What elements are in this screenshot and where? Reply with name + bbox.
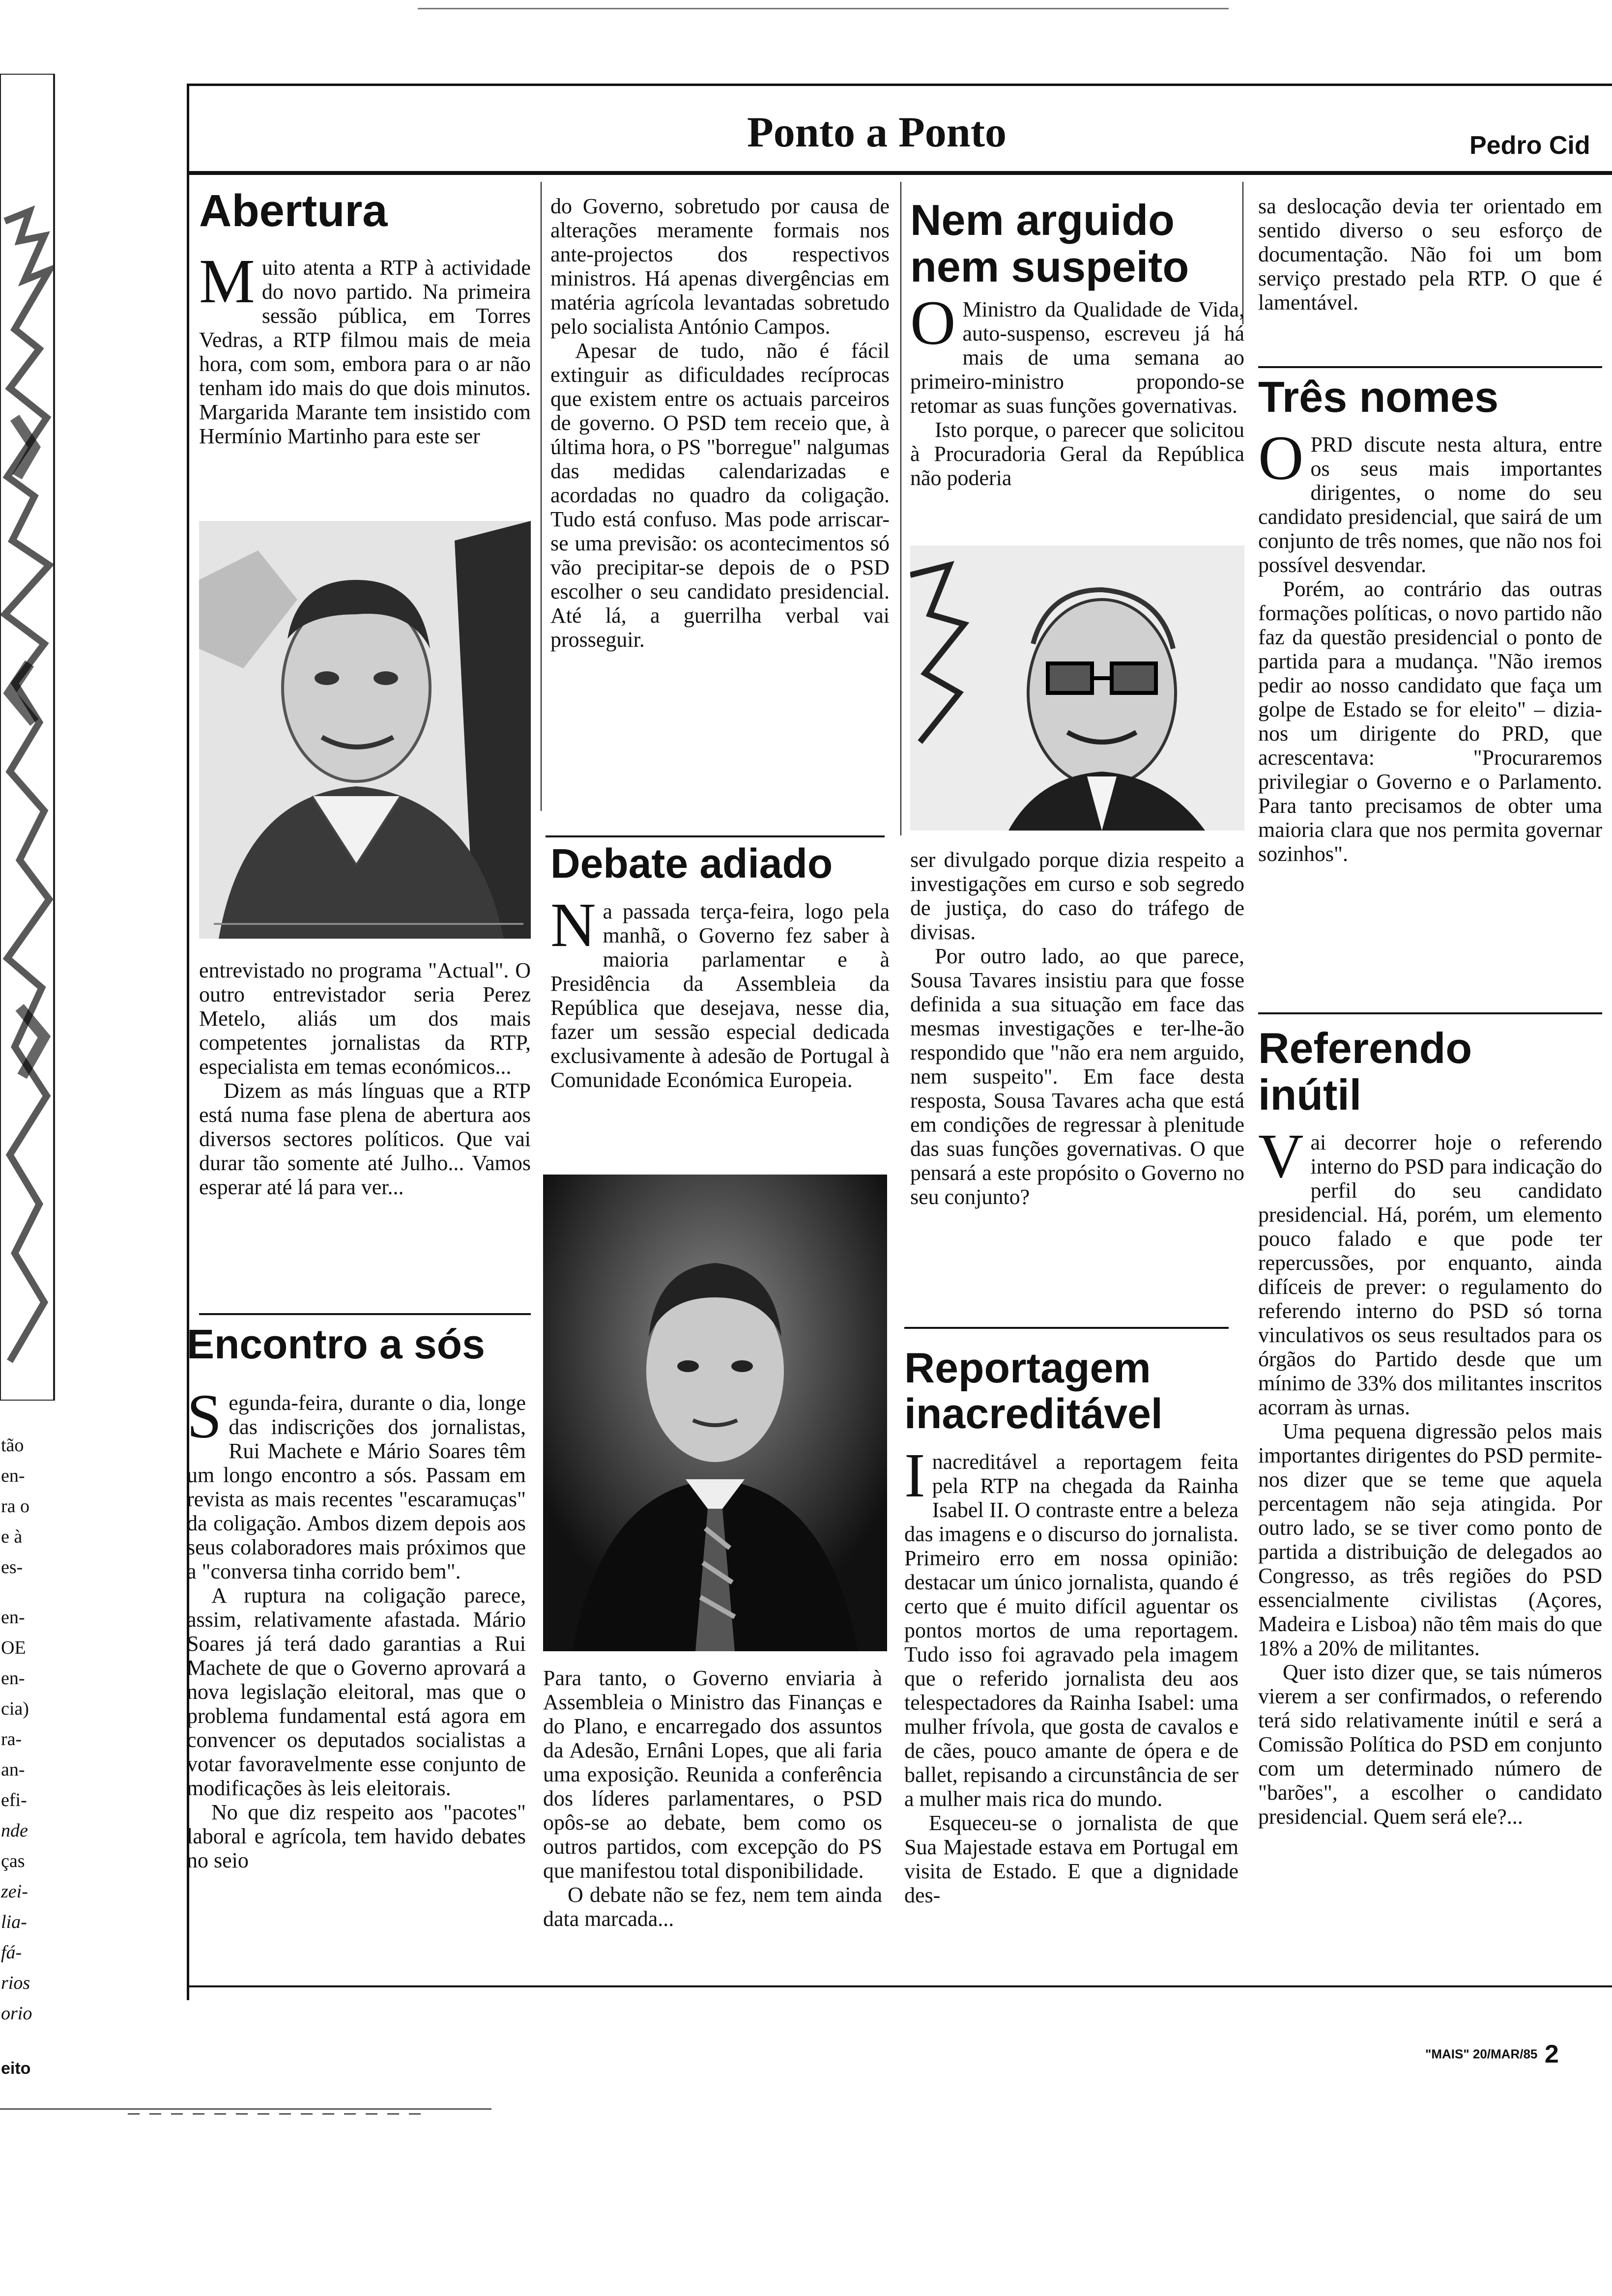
article-body-debate-2: Para tanto, o Governo enviaria à Assembleia o Ministro das Finanças e do Plano, e encarregado dos assuntos da Adesão, Ernâni Lopes, que ali faria uma exposição. Reunida a conferência dos líderes parlamentares, o PSD opôs-se ao debate, bem como os outros partidos, com excepção do PS que manifestou total disponibilidade. O debate não se fez, nem tem ainda data marcada...	[543, 1666, 882, 1931]
article-body-col2-continuation: do Governo, sobretudo por causa de alterações meramente formais nos ante-projectos dos respectivos ministros. Há apenas divergências em matéria agrícola levantadas sobretudo pelo socialista António Campos. Apesar de tudo, não é fácil extinguir as dificuldades recíprocas que existem entre os actuais parceiros de governo. O PSD tem receio que, à última hora, o PS "borregue" nalgumas das medidas calendarizadas e acordadas no quadro da coligação. Tudo está confuso. Mas pode arriscar-se uma previsão: os acontecimentos só vão precipitar-se depois de o PSD escolher o seu candidato presidencial. Até lá, a guerrilha verbal vai prosseguir.	[550, 194, 890, 652]
author-name: Pedro Cid	[1469, 131, 1590, 160]
separator-col3	[904, 1327, 1229, 1329]
header-rule	[187, 171, 1612, 175]
article-title-debate: Debate adiado	[550, 840, 833, 887]
bottom-scan-dashes	[128, 2113, 423, 2115]
photo-portrait-minister-finance	[543, 1175, 887, 1651]
article-title-reportagem: Reportagem inacreditável	[904, 1345, 1163, 1437]
article-body-debate-1: Na passada terça-feira, logo pela manhã, o Governo fez saber à maioria parlamentar e à Presidência da Assembleia da República que desejava, nesse dia, fazer um sessão especial dedicada exclusivamente à adesão de Portugal à Comunidade Económica Europeia.	[550, 890, 890, 1092]
article-title-tres-nomes: Três nomes	[1258, 373, 1499, 421]
dropcap: I	[904, 1440, 925, 1510]
separator-col4-a	[1258, 366, 1602, 368]
portrait-image	[199, 521, 531, 939]
article-body-arguido-2: ser divulgado porque dizia respeito a investigações em curso e sob segredo de justiça, do caso do tráfego de divisas. Por outro lado, ao que parece, Sousa Tavares insistiu para que fosse definida a sua situação em face das mesmas investigações e ter-lhe-ão respondido que "não era nem arguido, nem suspeito". Em face desta resposta, Sousa Tavares acha que está em condições de regressar à plenitude das suas funções governativas. O que pensará a este propósito o Governo no seu conjunto?	[910, 848, 1244, 1209]
strip-photo	[0, 74, 55, 1401]
bottom-scan-line	[0, 2108, 491, 2110]
article-title-abertura: Abertura	[199, 186, 388, 236]
section-title: Ponto a Ponto	[747, 109, 1007, 156]
page-footer	[1425, 2039, 1592, 2069]
separator-col1	[199, 1313, 531, 1315]
dropcap: O	[910, 288, 956, 358]
column-rule-2	[900, 182, 901, 835]
dropcap: S	[187, 1381, 222, 1451]
article-title-encontro: Encontro a sós	[187, 1321, 485, 1367]
article-body-col4-continuation: sa deslocação devia ter orientado em sentido diverso o seu esforço de documentação. Não foi um bom serviço prestado pela RTP. O que é lamentável.	[1258, 194, 1602, 315]
portrait-image	[543, 1175, 887, 1651]
photo-portrait-minister-quality-of-life	[910, 545, 1244, 831]
article-body-encontro: Segunda-feira, durante o dia, longe das indiscrições dos jornalistas, Rui Machete e Mário Soares têm um longo encontro a sós. Passam em revista as mais recentes "escaramuças" da coligação. Ambos dizem depois aos seus colaboradores mais próximos que a "conversa tinha corrido bem". A ruptura na coligação parece, assim, relativamente afastada. Mário Soares já terá dado garantias a Rui Machete de que o Governo aprovará a nova legislação eleitoral, mas que o problema fundamental está agora em convencer os deputados socialistas a votar favoravelmente esse conjunto de modificações às leis eleitorais. No que diz respeito aos "pacotes" laboral e agrícola, tem havido debates no seio	[187, 1381, 526, 1872]
article-title-referendo: Referendo inútil	[1258, 1024, 1472, 1119]
top-scan-line	[418, 8, 1229, 9]
article-title-arguido: Nem arguido nem suspeito	[910, 196, 1189, 291]
column-rule-1	[541, 182, 542, 811]
strip-text: tão en- ra o e à es- en- OE en- cia) ra- an- efi- nde ças zei- lia- fá- rios orio eito	[1, 1435, 32, 2078]
article-body-abertura-1: Muito atenta a RTP à actividade do novo partido. Na primeira sessão pública, em Torres Vedras, a RTP filmou mais de meia hora, com som, embora para o ar não tenham ido mais do que dois minutos. Margarida Marante tem insistido com Hermínio Martinho para este ser	[199, 246, 531, 448]
dropcap: N	[550, 890, 596, 960]
separator-col2	[546, 835, 885, 837]
separator-col4-b	[1258, 1012, 1602, 1014]
portrait-image	[910, 545, 1244, 831]
frame-top	[187, 84, 1612, 86]
article-body-abertura-2: entrevistado no programa "Actual". O outro entrevistador seria Perez Metelo, aliás um dos mais competentes jornalistas da RTP, especialista em temas económicos... Dizem as más línguas que a RTP está numa fase plena de abertura aos diversos sectores políticos. Que vai durar tão somente até Julho... Vamos esperar até lá para ver...	[199, 958, 531, 1199]
footer-label: "MAIS" 20/MAR/85	[1425, 2046, 1538, 2062]
photo-portrait-journalist	[199, 521, 531, 939]
article-body-arguido-1: O Ministro da Qualidade de Vida, auto-suspenso, escreveu já há mais de uma semana ao primeiro-ministro propondo-se retomar as suas funções governativas. Isto porque, o parecer que solicitou à Procuradoria Geral da República não poderia	[910, 288, 1244, 490]
dropcap: M	[199, 246, 255, 316]
page-number: 2	[1544, 2040, 1559, 2068]
article-body-reportagem: Inacreditável a reportagem feita pela RTP na chegada da Rainha Isabel II. O contraste entre a beleza das imagens e o discurso do jornalista. Primeiro erro em nossa opinião: destacar um único jornalista, quando é certo que é muito difícil aguentar os pontos mortos de uma reportagem. Tudo isso foi agravado pela imagem que o referido jornalista deu aos telespectadores da Rainha Isabel: uma mulher frívola, que gosta de cavalos e de cães, pouco amante de ópera e de ballet, repisando a circunstância de ser a mulher mais rica do mundo. Esqueceu-se o jornalista de que Sua Majestade estava em Portugal em visita de Estado. E que a dignidade des-	[904, 1440, 1238, 1907]
previous-page-strip	[0, 74, 55, 2078]
article-body-tres-nomes: OPRD discute nesta altura, entre os seus mais importantes dirigentes, o nome do seu candidato presidencial, que sairá de um conjunto de três nomes, que não nos foi possível desvendar. Porém, ao contrário das outras formações políticas, o novo partido não faz da questão presidencial o ponto de partida para a mudança. "Não iremos pedir ao nosso candidato que faça um golpe de Estado se for eleito" – dizia-nos um dirigente do PRD, que acrescentava: "Procuraremos privilegiar o Governo e o Parlamento. Para tanto precisamos de obter uma maioria clara que nos permita governar sozinhos".	[1258, 423, 1602, 866]
frame-bottom	[187, 1985, 1612, 1987]
dropcap: V	[1258, 1121, 1304, 1191]
article-body-referendo: Vai decorrer hoje o referendo interno do PSD para indicação do perfil do seu candidato presidencial. Há, porém, um elemento pouco falado e que pode ter repercussões, por enquanto, ainda difíceis de prever: o regulamento do referendo interno do PSD só torna vinculativos os seus resultados para os órgãos do Partido desde que um mínimo de 33% dos militantes inscritos acorram às urnas. Uma pequena digressão pelos mais importantes dirigentes do PSD permite-nos dizer que se teme que aquela percentagem não seja atingida. Por outro lado, se se tiver como ponto de partida a distribuição de delegados ao Congresso, as três regiões do PSD essencialmente civilistas (Açores, Madeira e Lisboa) não têm mais do que 18% a 20% de militantes. Quer isto dizer que, se tais números vierem a ser confirmados, o referendo terá sido relativamente inútil e será a Comissão Política do PSD em conjunto com um determinado número de "barões", a escolher o candidato presidencial. Quem será ele?...	[1258, 1121, 1602, 1829]
dropcap: O	[1258, 423, 1304, 493]
